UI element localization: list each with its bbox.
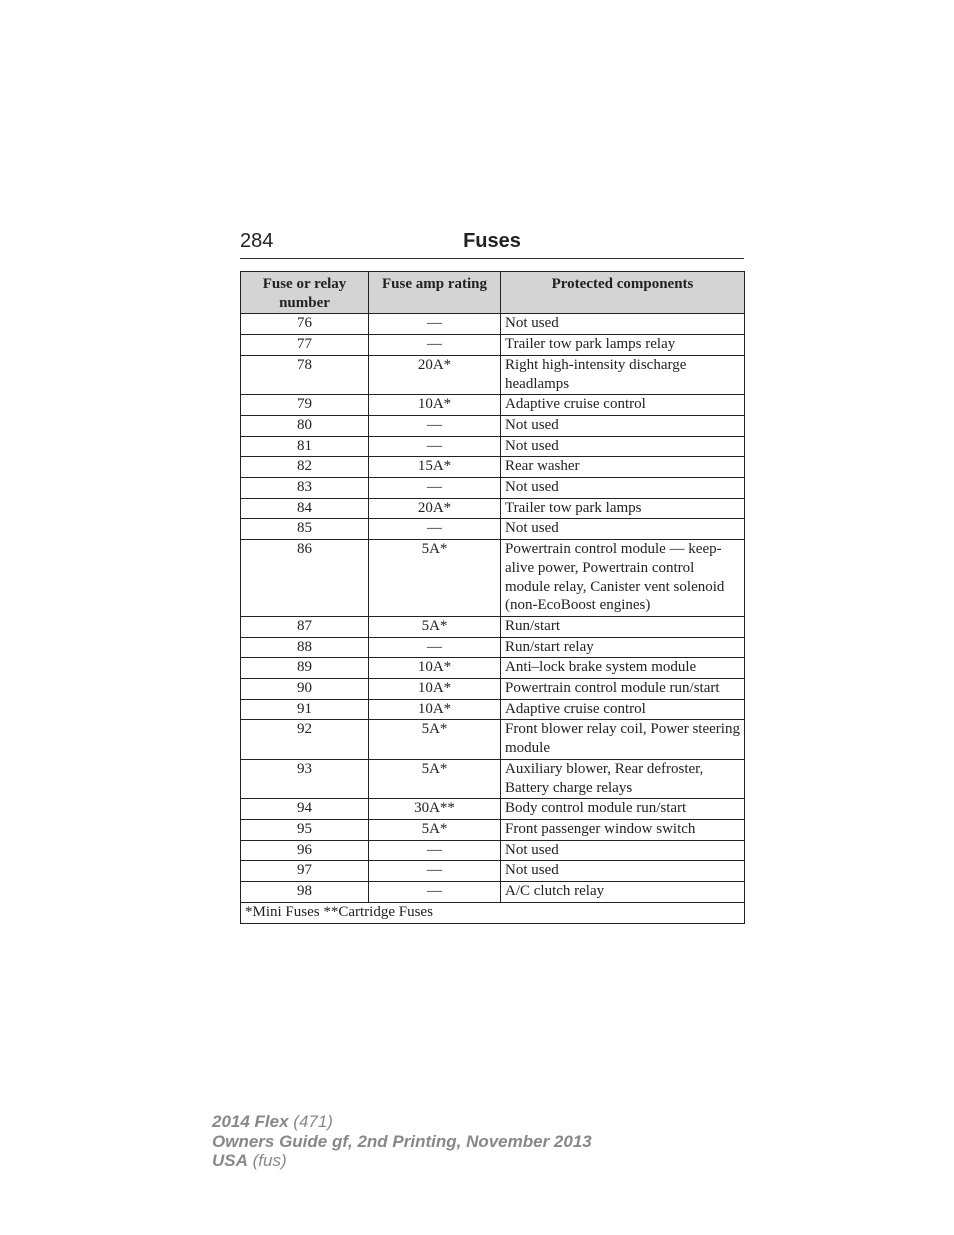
- fuse-amp-cell: 15A*: [369, 457, 501, 478]
- fuse-number-cell: 91: [241, 699, 369, 720]
- fuse-number-cell: 90: [241, 679, 369, 700]
- protected-components-cell: Not used: [501, 436, 745, 457]
- table-row: [241, 616, 745, 637]
- protected-components-cell: Trailer tow park lamps: [501, 498, 745, 519]
- page-number: 284: [240, 230, 274, 252]
- page-header: [240, 228, 744, 259]
- fuse-number-cell: 88: [241, 637, 369, 658]
- protected-components-cell: Not used: [501, 478, 745, 499]
- table-row: [241, 395, 745, 416]
- protected-components-cell: Not used: [501, 519, 745, 540]
- protected-components-cell: Right high-intensity discharge headlamps: [501, 355, 745, 394]
- fuse-amp-cell: —: [369, 882, 501, 903]
- protected-components-cell: Front passenger window switch: [501, 819, 745, 840]
- fuse-number-cell: 85: [241, 519, 369, 540]
- table-row: [241, 759, 745, 798]
- fuse-amp-cell: —: [369, 415, 501, 436]
- fuse-amp-cell: —: [369, 861, 501, 882]
- table-row: [241, 415, 745, 436]
- table-row: [241, 355, 745, 394]
- fuse-amp-cell: —: [369, 519, 501, 540]
- fuse-amp-cell: 5A*: [369, 540, 501, 617]
- table-body: [241, 314, 745, 902]
- fuse-amp-cell: 5A*: [369, 616, 501, 637]
- footnote-row: [241, 902, 745, 923]
- fuse-amp-cell: 30A**: [369, 799, 501, 820]
- table-footnote: *Mini Fuses **Cartridge Fuses: [241, 902, 745, 923]
- protected-components-cell: Run/start: [501, 616, 745, 637]
- table-row: [241, 699, 745, 720]
- fuse-number-cell: 94: [241, 799, 369, 820]
- table-row: [241, 457, 745, 478]
- fuse-number-cell: 96: [241, 840, 369, 861]
- table-header-row: [241, 272, 745, 314]
- table-row: [241, 540, 745, 617]
- protected-components-cell: Auxiliary blower, Rear defroster, Battery charge relays: [501, 759, 745, 798]
- table-row: [241, 861, 745, 882]
- table-row: [241, 436, 745, 457]
- fuse-number-cell: 98: [241, 882, 369, 903]
- fuse-number-cell: 93: [241, 759, 369, 798]
- table-row: [241, 478, 745, 499]
- fuse-amp-cell: 10A*: [369, 395, 501, 416]
- fuse-amp-cell: 5A*: [369, 720, 501, 759]
- footer-line-1: [212, 1112, 592, 1132]
- protected-components-cell: Rear washer: [501, 457, 745, 478]
- footer-page-ref: (471): [288, 1112, 333, 1131]
- fuse-amp-cell: 20A*: [369, 355, 501, 394]
- protected-components-cell: Adaptive cruise control: [501, 699, 745, 720]
- protected-components-cell: Not used: [501, 861, 745, 882]
- table-row: [241, 658, 745, 679]
- fuse-number-cell: 77: [241, 335, 369, 356]
- table-row: [241, 637, 745, 658]
- table-row: [241, 819, 745, 840]
- table-row: [241, 335, 745, 356]
- fuse-number-cell: 84: [241, 498, 369, 519]
- page-footer: [212, 1112, 592, 1171]
- fuse-number-cell: 82: [241, 457, 369, 478]
- protected-components-cell: Not used: [501, 314, 745, 335]
- fuse-amp-cell: —: [369, 335, 501, 356]
- protected-components-cell: Anti–lock brake system module: [501, 658, 745, 679]
- column-header-number: Fuse or relay number: [241, 272, 369, 314]
- fuse-amp-cell: 10A*: [369, 679, 501, 700]
- fuse-number-cell: 97: [241, 861, 369, 882]
- column-header-components: Protected components: [501, 272, 745, 314]
- fuse-number-cell: 80: [241, 415, 369, 436]
- protected-components-cell: Run/start relay: [501, 637, 745, 658]
- table-row: [241, 498, 745, 519]
- page-title: Fuses: [463, 230, 521, 252]
- fuse-amp-cell: —: [369, 314, 501, 335]
- table-row: [241, 882, 745, 903]
- footer-model: 2014 Flex: [212, 1112, 289, 1131]
- fuse-number-cell: 89: [241, 658, 369, 679]
- fuse-number-cell: 76: [241, 314, 369, 335]
- fuse-amp-cell: —: [369, 436, 501, 457]
- fuse-number-cell: 78: [241, 355, 369, 394]
- fuse-number-cell: 87: [241, 616, 369, 637]
- fuse-number-cell: 81: [241, 436, 369, 457]
- protected-components-cell: Body control module run/start: [501, 799, 745, 820]
- fuse-amp-cell: 10A*: [369, 658, 501, 679]
- footer-line-2: Owners Guide gf, 2nd Printing, November 2013: [212, 1131, 592, 1151]
- table-row: [241, 519, 745, 540]
- table-row: [241, 720, 745, 759]
- fuse-amp-cell: 5A*: [369, 759, 501, 798]
- protected-components-cell: Not used: [501, 415, 745, 436]
- fuse-number-cell: 83: [241, 478, 369, 499]
- fuse-amp-cell: 5A*: [369, 819, 501, 840]
- footer-section-code: (fus): [247, 1151, 287, 1170]
- protected-components-cell: Powertrain control module run/start: [501, 679, 745, 700]
- fuse-amp-cell: —: [369, 840, 501, 861]
- fuse-amp-cell: —: [369, 637, 501, 658]
- protected-components-cell: Adaptive cruise control: [501, 395, 745, 416]
- fuse-table: [240, 271, 745, 924]
- protected-components-cell: A/C clutch relay: [501, 882, 745, 903]
- protected-components-cell: Trailer tow park lamps relay: [501, 335, 745, 356]
- protected-components-cell: Front blower relay coil, Power steering module: [501, 720, 745, 759]
- table-row: [241, 314, 745, 335]
- column-header-amp: Fuse amp rating: [369, 272, 501, 314]
- footer-market: USA: [212, 1151, 248, 1170]
- fuse-number-cell: 95: [241, 819, 369, 840]
- footer-line-3: [212, 1151, 592, 1171]
- table-row: [241, 679, 745, 700]
- table-row: [241, 840, 745, 861]
- fuse-number-cell: 79: [241, 395, 369, 416]
- fuse-amp-cell: 10A*: [369, 699, 501, 720]
- table-row: [241, 799, 745, 820]
- fuse-amp-cell: —: [369, 478, 501, 499]
- fuse-number-cell: 92: [241, 720, 369, 759]
- fuse-number-cell: 86: [241, 540, 369, 617]
- fuse-amp-cell: 20A*: [369, 498, 501, 519]
- protected-components-cell: Not used: [501, 840, 745, 861]
- protected-components-cell: Powertrain control module — keep-alive power, Powertrain control module relay, Canister vent solenoid (non-EcoBoost engines): [501, 540, 745, 617]
